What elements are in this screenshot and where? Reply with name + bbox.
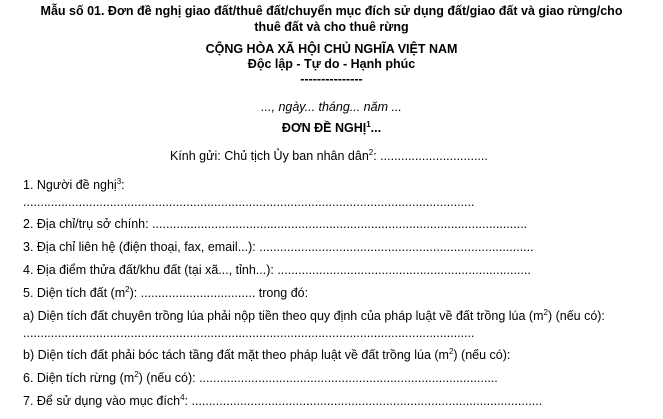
applicant-footnote: 3 <box>116 176 122 186</box>
motto-divider: --------------- <box>300 72 363 86</box>
forest-label: 6. Diện tích rừng (m <box>23 371 135 385</box>
rice-label: a) Diện tích đất chuyên trồng lúa phải nộp tiền theo quy định của pháp luật về đất trồng lúa (m <box>23 309 544 323</box>
doc-title <box>0 121 663 136</box>
form-title-line-1: Mẫu số 01. Đơn đề nghị giao đất/thuê đất/chuyển mục đích sử dụng đất/giao đất và giao rừng/cho <box>40 4 623 18</box>
applicant-suffix: : <box>121 178 125 192</box>
item-location: 4. Địa điểm thửa đất/khu đất (tại xã..., tỉnh...): ......................................................................... <box>23 263 531 277</box>
forest-suffix: ) (nếu có): ...................................................................................... <box>138 371 498 385</box>
date-line: ..., ngày... tháng... năm ... <box>261 100 402 114</box>
topsoil-suffix: ) (nếu có): <box>453 348 511 362</box>
doc-title-suffix: ... <box>370 121 382 135</box>
item-contact: 3. Địa chỉ liên hệ (điện thoại, fax, email...): ............................................................................... <box>23 240 534 254</box>
national-motto: Độc lập - Tự do - Hạnh phúc <box>247 57 416 71</box>
item-area <box>23 286 308 301</box>
item-purpose <box>23 394 542 409</box>
item-applicant <box>23 178 125 193</box>
purpose-suffix: : ..................................................................................................... <box>184 394 543 408</box>
rice-dots: .................................................................................................................................. <box>23 326 475 340</box>
recipient-prefix: Kính gửi: Chủ tịch Ủy ban nhân dân <box>170 149 369 163</box>
topsoil-sup: 2 <box>448 346 454 356</box>
applicant-label: 1. Người đề nghị <box>23 178 117 192</box>
recipient-suffix: : ............................... <box>373 149 488 163</box>
recipient-footnote: 2 <box>368 147 374 157</box>
doc-title-footnote: 1 <box>366 119 371 129</box>
item-address: 2. Địa chỉ/trụ sở chính: ............................................................................................................ <box>23 217 528 231</box>
nation-name: CỘNG HÒA XÃ HỘI CHỦ NGHĨA VIỆT NAM <box>205 42 458 56</box>
area-label: 5. Diện tích đất (m <box>23 286 126 300</box>
area-sup: 2 <box>125 284 130 294</box>
purpose-label: 7. Để sử dụng vào mục đích <box>23 394 181 408</box>
applicant-dots: .................................................................................................................................. <box>23 195 475 209</box>
doc-title-text: ĐƠN ĐỀ NGHỊ <box>281 121 367 135</box>
rice-sup: 2 <box>543 307 548 317</box>
item-forest <box>23 371 498 386</box>
recipient-line <box>170 149 488 164</box>
forest-sup: 2 <box>134 369 139 379</box>
form-title-line-2: thuê đất và cho thuê rừng <box>254 20 409 34</box>
rice-suffix: ) (nếu có): <box>547 309 605 323</box>
area-suffix: ): ................................. trong đó: <box>129 286 309 300</box>
item-rice-land <box>23 309 605 324</box>
item-topsoil <box>23 348 510 363</box>
purpose-footnote: 4 <box>180 392 185 402</box>
topsoil-label: b) Diện tích đất phải bóc tách tầng đất mặt theo pháp luật về đất trồng lúa (m <box>23 348 449 362</box>
